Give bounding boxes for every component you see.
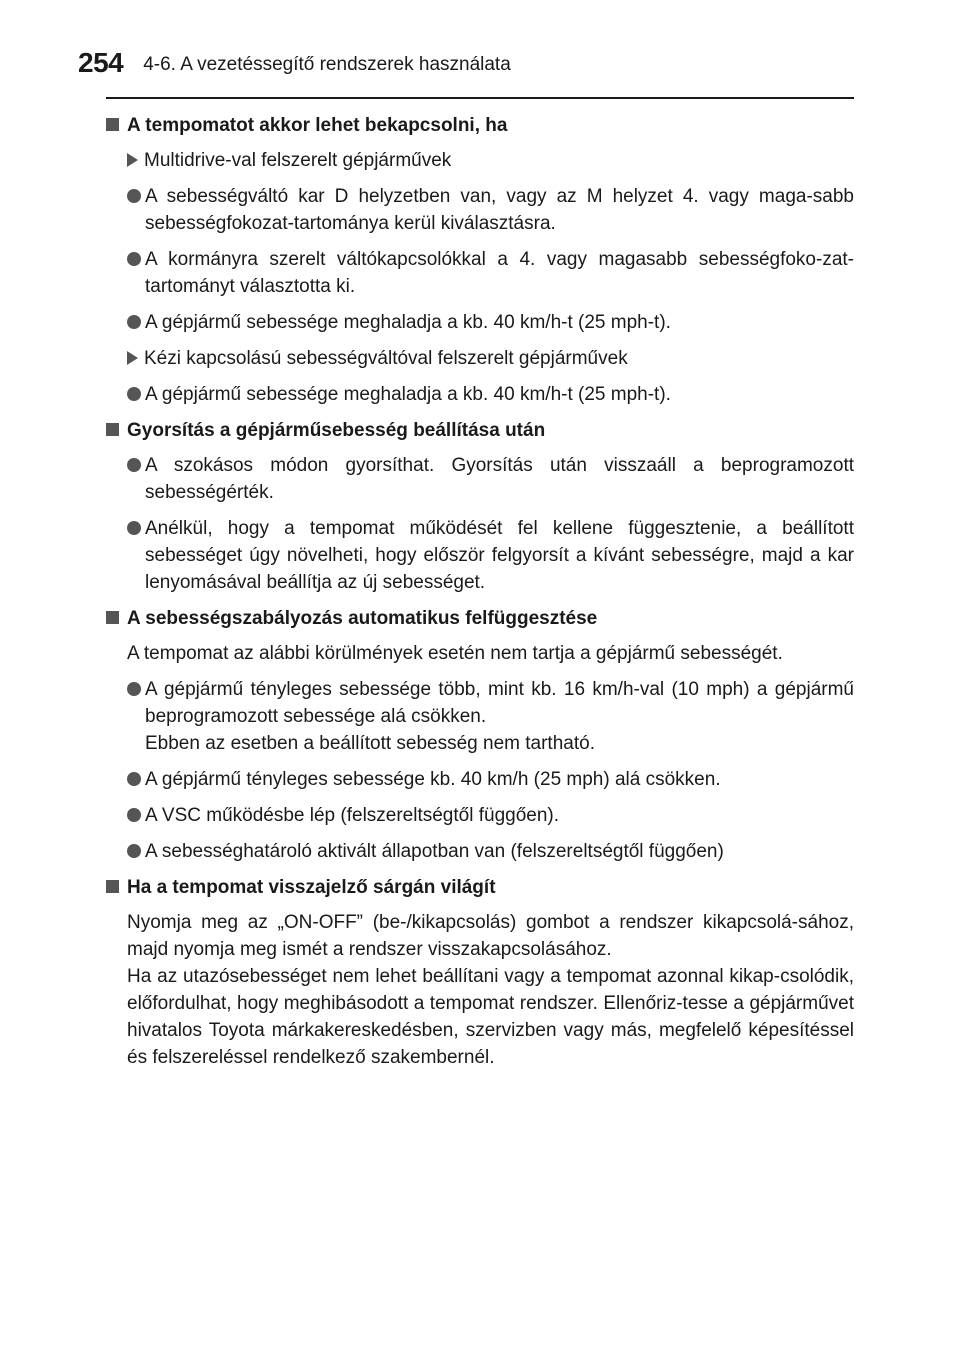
section-heading: [106, 874, 854, 901]
list-item: [127, 183, 854, 237]
paragraph: Ha az utazósebességet nem lehet beállítani vagy a tempomat azonnal kikap-csolódik, előfordulhat, hogy meghibásodott a tempomat rendszer. Ellenőriz-tesse a gépjárművet hivatalos Toyota márkakereskedésben, szervizben vagy más, megfelelő képesítéssel és felszereléssel rendelkező szakembernél.: [127, 966, 854, 1068]
section-heading-text: A tempomatot akkor lehet bekapcsolni, ha: [127, 115, 508, 136]
triangle-bullet-icon: [127, 153, 139, 167]
list-item-text: A sebességhatároló aktivált állapotban van (felszereltségtől függően): [145, 841, 724, 862]
header-divider: [106, 97, 854, 99]
section-indicator-amber: [106, 874, 854, 1071]
list-item: [127, 246, 854, 300]
section-acceleration: [106, 417, 854, 596]
section-activation-conditions: [106, 112, 854, 408]
subgroup-label: Multidrive-val felszerelt gépjárművek: [144, 150, 452, 171]
list-item-text: A gépjármű sebessége meghaladja a kb. 40 km/h-t (25 mph-t).: [145, 312, 671, 333]
section-heading-text: Gyorsítás a gépjárműsebesség beállítása után: [127, 420, 546, 441]
list-item-text: A VSC működésbe lép (felszereltségtől függően).: [145, 805, 560, 826]
list-item-text: A sebességváltó kar D helyzetben van, vagy az M helyzet 4. vagy maga-sabb sebességfokozat-tartománya kerül kiválasztásra.: [145, 186, 854, 234]
list-item: [127, 515, 854, 596]
square-bullet-icon: [106, 880, 119, 893]
header-title: 4-6. A vezetéssegítő rendszerek használata: [143, 54, 511, 75]
section-heading-text: A sebességszabályozás automatikus felfüggesztése: [127, 608, 598, 629]
square-bullet-icon: [106, 118, 119, 131]
square-bullet-icon: [106, 423, 119, 436]
dot-bullet-icon: [127, 772, 141, 786]
dot-bullet-icon: [127, 315, 141, 329]
section-automatic-cancellation: [106, 605, 854, 865]
list-item: [127, 381, 854, 408]
list-item: [127, 802, 854, 829]
triangle-bullet-icon: [127, 351, 139, 365]
page-header: [78, 38, 511, 78]
dot-bullet-icon: [127, 682, 141, 696]
section-heading: [106, 417, 854, 444]
section-heading: [106, 112, 854, 139]
square-bullet-icon: [106, 611, 119, 624]
list-item-text: Anélkül, hogy a tempomat működését fel kellene függesztenie, a beállított sebességet úgy növelheti, hogy először felgyorsít a kívánt sebességre, majd a kar lenyomásával beállítja az új sebességet.: [145, 518, 854, 593]
list-item: [127, 676, 854, 757]
list-item-line: Ebben az esetben a beállított sebesség nem tartható.: [145, 733, 595, 754]
subgroup-manual: [127, 345, 854, 372]
list-item-text: A gépjármű sebessége meghaladja a kb. 40 km/h-t (25 mph-t).: [145, 384, 671, 405]
dot-bullet-icon: [127, 252, 141, 266]
dot-bullet-icon: [127, 387, 141, 401]
paragraph: Nyomja meg az „ON-OFF” (be-/kikapcsolás) gombot a rendszer kikapcsolá-sához, majd nyomja meg ismét a rendszer visszakapcsolásához.: [127, 912, 854, 960]
subgroup-multidrive: [127, 147, 854, 174]
dot-bullet-icon: [127, 521, 141, 535]
list-item-text: A gépjármű tényleges sebessége kb. 40 km/h (25 mph) alá csökken.: [145, 769, 721, 790]
list-item: [127, 452, 854, 506]
page-number: 254: [78, 47, 124, 78]
list-item: [127, 766, 854, 793]
dot-bullet-icon: [127, 189, 141, 203]
list-item-text: A kormányra szerelt váltókapcsolókkal a 4. vagy magasabb sebességfoko-zat-tartományt választotta ki.: [145, 249, 854, 297]
list-item: [127, 838, 854, 865]
list-item-text: A szokásos módon gyorsíthat. Gyorsítás után visszaáll a beprogramozott sebességérték.: [145, 455, 854, 503]
dot-bullet-icon: [127, 844, 141, 858]
section-heading: [106, 605, 854, 632]
section-heading-text: Ha a tempomat visszajelző sárgán világít: [127, 877, 496, 898]
dot-bullet-icon: [127, 458, 141, 472]
list-item-line: A gépjármű tényleges sebessége több, mint kb. 16 km/h-val (10 mph) a gépjármű beprogramozott sebessége alá csökken.: [145, 679, 854, 727]
page-content: [106, 112, 854, 1080]
list-item-text: [145, 676, 854, 757]
list-item: [127, 309, 854, 336]
dot-bullet-icon: [127, 808, 141, 822]
section-intro: A tempomat az alábbi körülmények esetén nem tartja a gépjármű sebességét.: [127, 643, 783, 664]
subgroup-label: Kézi kapcsolású sebességváltóval felszerelt gépjárművek: [144, 348, 628, 369]
